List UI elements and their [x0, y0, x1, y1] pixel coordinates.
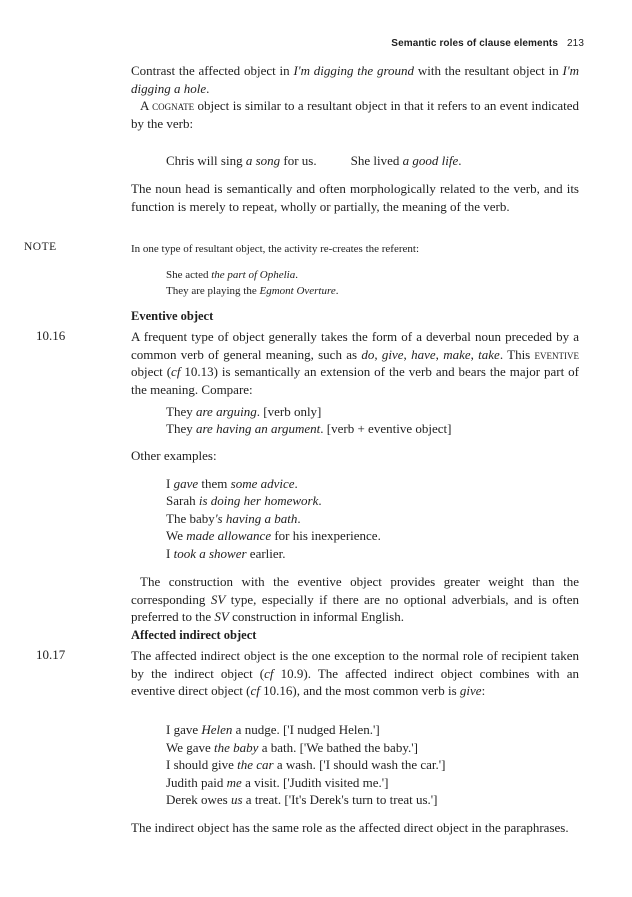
eventive-example-1: I gave them some advice.: [166, 476, 298, 491]
paragraph-eventive-object: A frequent type of object generally takes the form of a deverbal noun preceded by a common verb of general meaning, such as do, give, have, make, take. This eventive object (cf 10.13) is semantically an extension of the verb and bears the major part of the meaning. Compare:: [131, 329, 580, 397]
paragraph-affected-vs-resultant: Contrast the affected object in I'm digging the ground with the resultant object in I'm digging a hole.: [131, 63, 579, 96]
affected-example-3: I should give the car a wash. ['I should wash the car.']: [166, 757, 446, 772]
heading-affected-indirect-object: Affected indirect object: [131, 628, 257, 642]
eventive-example-4: We made allowance for his inexperience.: [166, 528, 381, 543]
note-text: In one type of resultant object, the activity re-creates the referent:: [131, 243, 420, 255]
note-example-2: They are playing the Egmont Overture.: [166, 285, 339, 297]
affected-example-5: Derek owes us a treat. ['It's Derek's turn to treat us.']: [166, 792, 438, 807]
note-label: NOTE: [24, 241, 57, 253]
running-header: [391, 38, 584, 49]
note-example-1: She acted the part of Ophelia.: [166, 269, 298, 281]
paragraph-cognate-object: A cognate object is similar to a resultant object in that it refers to an event indicated by the verb:: [131, 98, 580, 131]
paragraph-affected-indirect-object: The affected indirect object is the one exception to the normal role of recipient taken by the indirect object (cf 10.9). The affected indirect object combines with an eventive direct object (cf 10.16), and the most common verb is give:: [131, 648, 579, 698]
example-cognate: Chris will sing a song for us. She lived a good life.: [166, 153, 462, 168]
page-number: 213: [567, 38, 584, 49]
affected-example-1: I gave Helen a nudge. ['I nudged Helen.']: [166, 722, 380, 737]
paragraph-paraphrases: The indirect object has the same role as the affected direct object in the paraphrases.: [131, 820, 569, 835]
compare-example-1: They are arguing. [verb only]: [166, 404, 322, 419]
eventive-example-3: The baby's having a bath.: [166, 511, 301, 526]
section-number-10-16: 10.16: [36, 328, 66, 343]
section-number-10-17: 10.17: [36, 647, 66, 662]
compare-example-2: They are having an argument. [verb + eventive object]: [166, 421, 452, 436]
affected-example-2: We gave the baby a bath. ['We bathed the baby.']: [166, 740, 418, 755]
other-examples-label: Other examples:: [131, 448, 217, 463]
affected-example-4: Judith paid me a visit. ['Judith visited me.']: [166, 775, 389, 790]
eventive-example-5: I took a shower earlier.: [166, 546, 286, 561]
paragraph-eventive-weight: The construction with the eventive object provides greater weight than the corresponding SV type, especially if there are no optional adverbials, and is often preferred to the SV construction in informal English.: [131, 574, 580, 624]
paragraph-noun-head: The noun head is semantically and often morphologically related to the verb, and its function is merely to repeat, wholly or partially, the meaning of the verb.: [131, 181, 579, 214]
heading-eventive-object: Eventive object: [131, 309, 214, 323]
eventive-example-2: Sarah is doing her homework.: [166, 493, 322, 508]
header-title: Semantic roles of clause elements: [391, 38, 558, 49]
